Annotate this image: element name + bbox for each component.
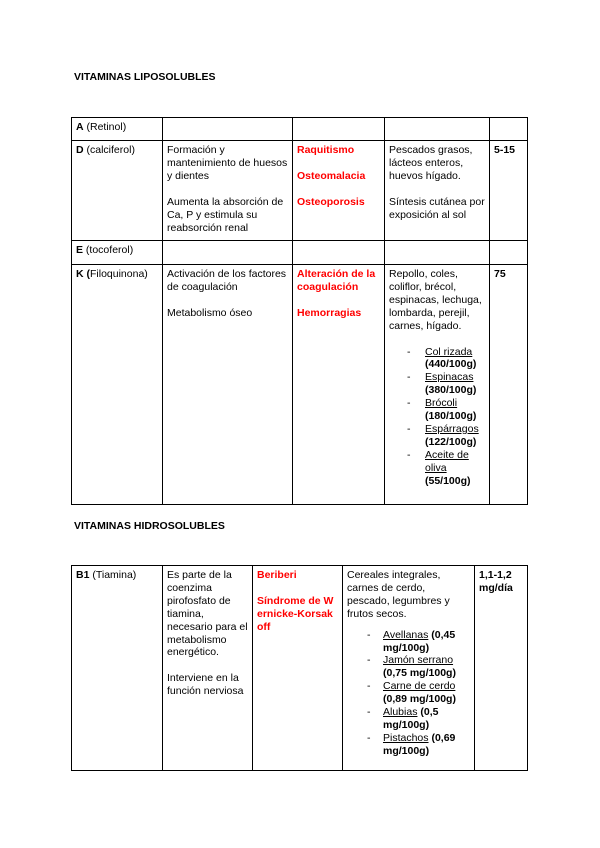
food-amount: (55/100g) [425, 474, 471, 487]
food-name: Jamón serrano [383, 654, 454, 667]
vitamin-name: (tocoferol) [83, 244, 134, 256]
food-name: Avellanas [383, 628, 429, 641]
function-cell [163, 566, 253, 771]
row-vitamin-a [72, 118, 528, 141]
list-item [347, 680, 470, 706]
food-list [389, 346, 485, 488]
food-name: Pistachos [383, 731, 429, 744]
vitamin-cell [72, 141, 163, 241]
list-item [389, 397, 485, 423]
deficiency-item: Osteomalacia [297, 169, 366, 182]
food-name: Aceite de oliva [425, 448, 469, 474]
row-vitamin-b1 [72, 566, 528, 771]
row-vitamin-k [72, 265, 528, 505]
hidrosolubles-table [71, 565, 528, 771]
food-name: Brócoli [425, 397, 458, 410]
vitamin-cell [72, 241, 163, 265]
food-name: Col rizada [425, 345, 473, 358]
food-name: Carne de cerdo [383, 680, 456, 693]
food-amount: (0,89 mg/100g) [383, 693, 456, 706]
deficiency-item: Raquitismo [297, 144, 355, 156]
sources-cell [385, 265, 490, 505]
list-item [347, 629, 470, 655]
dose-cell: 1,1-1,2 mg/día [475, 566, 528, 771]
list-item [347, 654, 470, 680]
vitamin-letter: A [76, 121, 84, 133]
food-amount: (0,69 mg/100g) [383, 731, 456, 757]
vitamin-name: (Retinol) [83, 121, 127, 133]
food-amount: (440/100g) [425, 358, 477, 371]
deficiency-item: Síndrome de Wernicke-Korsakoff [257, 594, 334, 633]
function-text: Formación y mantenimiento de huesos y dientes [167, 144, 288, 182]
function-text: Es parte de la coenzima pirofosfato de tiamina, necesario para el metabolismo energético. [167, 569, 248, 659]
food-list [347, 629, 470, 758]
deficiency-cell [293, 265, 385, 505]
function-text: Interviene en la función nerviosa [167, 672, 244, 698]
dose-cell: 75 [490, 265, 528, 505]
food-amount: (122/100g) [425, 435, 477, 448]
vitamin-letter: D [76, 144, 84, 156]
food-name: Espinacas [425, 371, 474, 384]
deficiency-item: Beriberi [257, 569, 297, 581]
sources-text: Cereales integrales, carnes de cerdo, pescado, legumbres y frutos secos. [347, 569, 450, 620]
function-text: Aumenta la absorción de Ca, P y estimula su reabsorción renal [167, 195, 284, 234]
food-amount: (0,75 mg/100g) [383, 667, 456, 680]
function-text: Activación de los factores de coagulación [167, 268, 287, 293]
vitamin-letter: B1 [76, 569, 90, 581]
deficiency-item: Hemorragias [297, 306, 362, 319]
liposolubles-table [71, 117, 528, 505]
list-item [347, 706, 470, 732]
sources-cell [343, 566, 475, 771]
vitamin-name: (Tiamina) [89, 569, 137, 581]
row-vitamin-e [72, 241, 528, 265]
vitamin-cell [72, 118, 163, 141]
deficiency-item: Alteración de la coagulación [297, 268, 376, 293]
vitamin-cell [72, 566, 163, 771]
function-text: Metabolismo óseo [167, 306, 253, 319]
food-name: Alubias [383, 706, 418, 719]
sources-text: Pescados grasos, lácteos enteros, huevos hígado. [389, 144, 473, 182]
vitamin-name: Filoquinona) [90, 268, 148, 280]
deficiency-cell [253, 566, 343, 771]
list-item [389, 423, 485, 449]
list-item [389, 371, 485, 397]
sources-cell [385, 141, 490, 241]
food-amount: (0,45 mg/100g) [383, 628, 456, 654]
food-name: Espárragos [425, 422, 479, 435]
food-amount: (0,5 mg/100g) [383, 706, 439, 731]
row-vitamin-d [72, 141, 528, 241]
list-item [347, 732, 470, 758]
sources-text: Repollo, coles, coliflor, brécol, espinacas, lechuga, lombarda, perejil, carnes, hígado. [389, 268, 482, 332]
food-amount: (380/100g) [425, 384, 477, 397]
dose-cell: 5-15 [490, 141, 528, 241]
vitamin-cell [72, 265, 163, 505]
list-item [389, 346, 485, 372]
deficiency-item: Osteoporosis [297, 195, 365, 208]
hidrosolubles-heading: VITAMINAS HIDROSOLUBLES [74, 520, 225, 532]
function-cell [163, 265, 293, 505]
food-amount: (180/100g) [425, 410, 477, 423]
vitamin-name: (calciferol) [83, 144, 135, 156]
function-cell [163, 141, 293, 241]
deficiency-cell [293, 141, 385, 241]
list-item [389, 449, 485, 488]
vitamin-letter: K ( [76, 268, 90, 280]
vitamin-letter: E [76, 244, 84, 256]
sources-text: Síntesis cutánea por exposición al sol [389, 195, 485, 221]
liposolubles-heading: VITAMINAS LIPOSOLUBLES [74, 71, 216, 83]
